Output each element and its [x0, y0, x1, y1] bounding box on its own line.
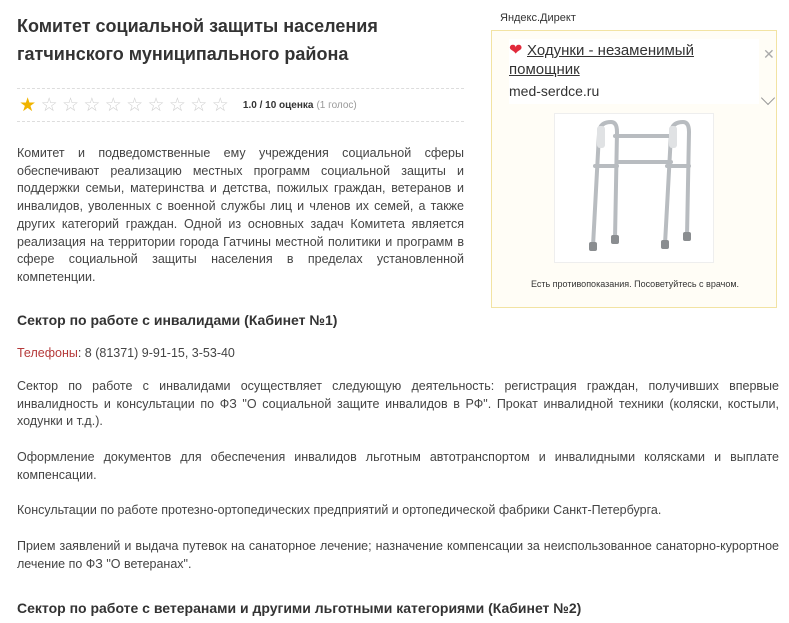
- star-icon[interactable]: ☆: [190, 94, 208, 116]
- star-icon[interactable]: ☆: [83, 94, 101, 116]
- paragraph-transport: Оформление документов для обеспечения инвалидов льготным автотранспортом и инвалидными колясками и выплате компенсации.: [17, 450, 779, 482]
- paragraph-sanatorium: Прием заявлений и выдача путевок на санаторное лечение; назначение компенсации за неиспользованное санаторно-курортное лечение по ФЗ "О ветеранах".: [17, 539, 779, 571]
- walker-icon: [555, 114, 713, 262]
- rating-votes: (1 голос): [316, 99, 357, 111]
- star-icon[interactable]: ☆: [168, 94, 186, 116]
- page-title: [17, 12, 467, 68]
- ad-label[interactable]: Яндекс.Директ: [500, 12, 576, 24]
- chevron-down-icon[interactable]: [761, 91, 775, 105]
- ad-image-walker[interactable]: [554, 113, 714, 263]
- star-icon[interactable]: ☆: [40, 94, 58, 116]
- section-heading-veterans: Сектор по работе с ветеранами и другими льготными категориями (Кабинет №2): [17, 600, 582, 616]
- rating-stars[interactable]: [17, 96, 231, 115]
- star-icon[interactable]: ☆: [147, 94, 165, 116]
- phones-label: Телефоны: [17, 346, 78, 360]
- ad-disclaimer: Есть противопоказания. Посоветуйтесь с врачом.: [530, 279, 740, 289]
- intro-text: Комитет и подведомственные ему учреждения социальной сферы обеспечивают реализацию местных программ социальной защиты и поддержки семьи, материнства и детства, пожилых граждан, ветеранов и инвалидов, уволенных с военной службы лиц и членов их семей, а также других категорий граждан. Одной из основных задач Комитета является реализация на территории города Гатчины местной политики и программ в сфере социальной защиты населения в пределах установленной компетенции.: [17, 146, 464, 284]
- star-icon[interactable]: ☆: [61, 94, 79, 116]
- close-icon[interactable]: ✕: [763, 46, 775, 62]
- paragraph-activity: Сектор по работе с инвалидами осуществляет следующую деятельность: регистрация граждан, получивших впервые инвалидность и консультации по ФЗ "О социальной защите инвалидов в РФ". Прокат инвалидной техники (коляски, костыли, ходунки и т.д.).: [17, 379, 779, 429]
- paragraph-prosthetics: Консультации по работе протезно-ортопедических предприятий и ортопедической фабрики Санкт-Петербурга.: [17, 503, 662, 517]
- phones-line: [17, 345, 779, 363]
- star-icon[interactable]: ☆: [211, 94, 229, 116]
- heart-icon: ❤: [509, 42, 523, 59]
- page-title-line-1: Комитет социальной защиты населения: [17, 16, 378, 36]
- ad-title-link-continued[interactable]: помощник: [509, 61, 580, 78]
- ad-title-link[interactable]: Ходунки - незаменимый: [527, 42, 694, 59]
- rating-row: [17, 88, 464, 122]
- star-icon[interactable]: ★: [19, 94, 37, 116]
- section-heading-disabled: Сектор по работе с инвалидами (Кабинет №1): [17, 312, 338, 328]
- star-icon[interactable]: ☆: [104, 94, 122, 116]
- ad-domain[interactable]: med-serdce.ru: [509, 83, 600, 99]
- star-icon[interactable]: ☆: [126, 94, 144, 116]
- ad-block[interactable]: [491, 30, 777, 308]
- ad-header: [509, 39, 775, 104]
- phones-value: : 8 (81371) 9-91-15, 3-53-40: [77, 346, 235, 360]
- page-title-line-2: гатчинского муниципального района: [17, 44, 349, 64]
- rating-value: 1.0 / 10 оценка: [242, 99, 314, 111]
